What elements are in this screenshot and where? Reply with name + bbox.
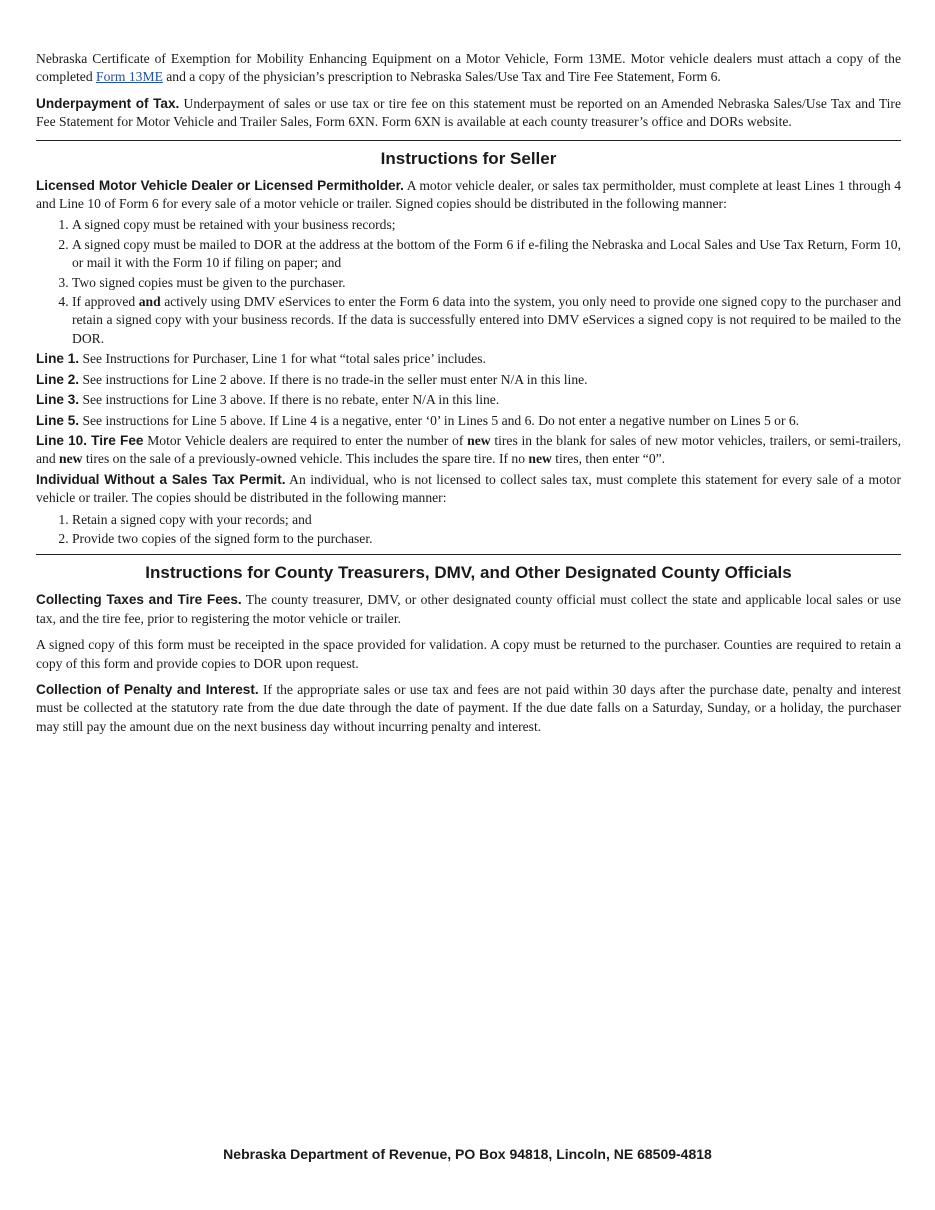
penalty-paragraph bbox=[36, 681, 901, 736]
line1-text: See Instructions for Purchaser, Line 1 for what “total sales price’ includes. bbox=[79, 351, 486, 367]
document-page bbox=[36, 50, 901, 744]
line10-text: tires in the blank for sales of new motor vehicles, trailers, or semi-trailers, and bbox=[36, 432, 901, 467]
line10-text: tires on the sale of a previously-owned vehicle. This includes the spare tire. If no bbox=[82, 451, 529, 467]
county-section-title: Instructions for County Treasurers, DMV, and Other Designated County Officials bbox=[145, 563, 792, 583]
line10-new: new bbox=[528, 451, 552, 467]
line2-instruction bbox=[36, 371, 901, 389]
section-divider-seller bbox=[36, 140, 901, 141]
line5-instruction bbox=[36, 412, 901, 430]
licensed-dealer-text: A motor vehicle dealer, or sales tax permitholder, must complete at least Lines 1 through 4 and Line 10 of Form 6 for every sale of a motor vehicle or trailer. Signed copies should be distributed in the following manner: bbox=[36, 177, 902, 212]
licensed-distribution-list bbox=[36, 216, 901, 348]
list-item bbox=[72, 293, 901, 348]
licensed-dealer-heading: Licensed Motor Vehicle Dealer or Licensed Permitholder. bbox=[36, 177, 404, 193]
line10-text: Motor Vehicle dealers are required to enter the number of bbox=[143, 432, 468, 448]
line3-label: Line 3. bbox=[36, 392, 80, 408]
individual-paragraph bbox=[36, 471, 901, 508]
form-13me-link[interactable]: Form 13ME bbox=[96, 69, 163, 85]
individual-text: An individual, who is not licensed to collect sales tax, must complete this statement for every sale of a motor vehicle or trailer. The copies should be distributed in the following manner: bbox=[36, 471, 901, 506]
collecting-heading: Collecting Taxes and Tire Fees. bbox=[36, 592, 242, 608]
seller-section-title: Instructions for Seller bbox=[380, 148, 557, 168]
penalty-text: If the appropriate sales or use tax and fees are not paid within 30 days after the purchase date, penalty and interest must be collected at the statutory rate from the due date through the date of payment. If the due date falls on a Saturday, Sunday, or a holiday, the purchaser may still pay the amount due on the next business day without incurring penalty and interest. bbox=[36, 681, 902, 734]
collecting-text: The county treasurer, DMV, or other designated county official must collect the state and applicable local sales or use tax, and the tire fee, prior to registering the motor vehicle or trailer. bbox=[36, 592, 901, 626]
item4-text-end: actively using DMV eServices to enter the Form 6 data into the system, you only need to provide one signed copy to the purchaser and retain a signed copy with your business records. If the data is successfully entered into DMV eServices a signed copy is not required to be mailed to the DOR. bbox=[72, 294, 901, 346]
line10-instruction bbox=[36, 432, 901, 469]
line10-new: new bbox=[467, 432, 491, 448]
line2-text: See instructions for Line 2 above. If there is no trade-in the seller must enter N/A in this line. bbox=[79, 371, 588, 387]
line5-label: Line 5. bbox=[36, 412, 80, 428]
penalty-heading: Collection of Penalty and Interest. bbox=[36, 681, 259, 697]
list-item: 3. Two signed copies must be given to the purchaser. bbox=[72, 274, 901, 292]
list-item: 1. A signed copy must be retained with your business records; bbox=[72, 216, 901, 234]
section-divider-county bbox=[36, 554, 901, 555]
individual-heading: Individual Without a Sales Tax Permit. bbox=[36, 471, 286, 487]
underpayment-heading: Underpayment of Tax. bbox=[36, 95, 180, 111]
line3-instruction bbox=[36, 391, 901, 409]
list-item: 1. Retain a signed copy with your records; and bbox=[72, 511, 901, 529]
line1-label: Line 1. bbox=[36, 351, 80, 367]
underpayment-paragraph bbox=[36, 95, 901, 132]
line10-text: tires, then enter “0”. bbox=[551, 451, 666, 467]
footer-address: Nebraska Department of Revenue, PO Box 94818, Lincoln, NE 68509-4818 bbox=[223, 1146, 712, 1162]
intro-text-end: and a copy of the physician’s prescription to Nebraska Sales/Use Tax and Tire Fee Statement, Form 6. bbox=[162, 69, 721, 85]
item4-text: If approved bbox=[72, 294, 139, 310]
list-item: 2. Provide two copies of the signed form to the purchaser. bbox=[72, 530, 901, 548]
list-item: 2. A signed copy must be mailed to DOR at the address at the bottom of the Form 6 if e-filing the Nebraska and Local Sales and Use Tax Return, Form 10, or mail it with the Form 10 if filing on paper; and bbox=[72, 236, 901, 273]
receipt-paragraph: A signed copy of this form must be receipted in the space provided for validation. A copy must be returned to the purchaser. Counties are required to retain a copy of this form and provide copies to DOR upon request. bbox=[36, 637, 901, 671]
item4-bold: and bbox=[138, 294, 161, 310]
line2-label: Line 2. bbox=[36, 371, 80, 387]
licensed-dealer-paragraph bbox=[36, 177, 901, 214]
line10-label: Line 10. Tire Fee bbox=[36, 432, 144, 448]
line3-text: See instructions for Line 3 above. If there is no rebate, enter N/A in this line. bbox=[79, 392, 500, 408]
collecting-paragraph bbox=[36, 591, 901, 628]
individual-distribution-list bbox=[36, 511, 901, 549]
line1-instruction bbox=[36, 350, 901, 368]
intro-text: Nebraska Certificate of Exemption for Mobility Enhancing Equipment on a Motor Vehicle, Form 13ME. Motor vehicle dealers must attach a copy of the completed bbox=[36, 51, 901, 85]
line10-new: new bbox=[59, 451, 83, 467]
line5-text: See instructions for Line 5 above. If Line 4 is a negative, enter ‘0’ in Lines 5 and 6. Do not enter a negative number on Lines 5 or 6. bbox=[79, 412, 800, 428]
intro-paragraph bbox=[36, 50, 901, 87]
underpayment-text: Underpayment of sales or use tax or tire fee on this statement must be reported on an Amended Nebraska Sales/Use Tax and Tire Fee Statement for Motor Vehicle and Trailer Sales, Form 6XN. Form 6XN is available at each county treasurer’s office and DORs website. bbox=[36, 95, 901, 130]
